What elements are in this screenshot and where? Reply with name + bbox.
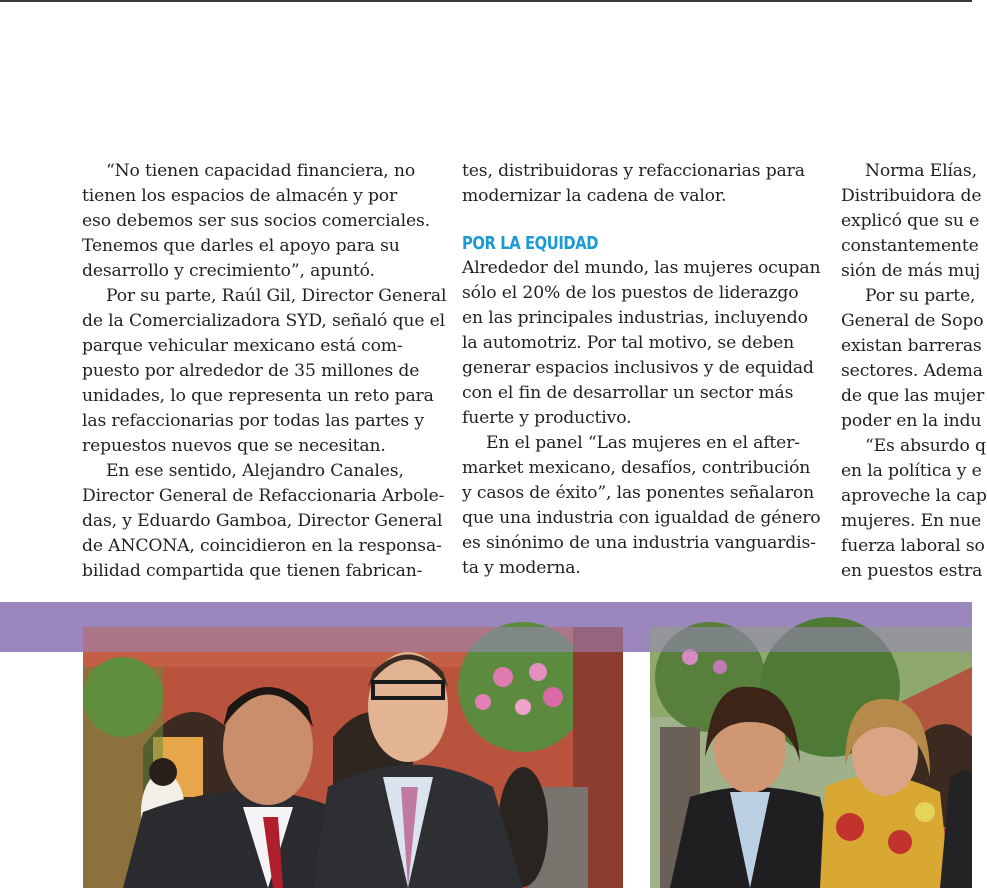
text-line: tes, distribuidoras y refaccionarias para xyxy=(462,161,805,181)
text-line: Por su parte, xyxy=(865,286,976,306)
text-line: Tenemos que darles el apoyo para su xyxy=(82,236,400,256)
text-line: explicó que su e xyxy=(841,211,980,231)
text-line: en las principales industrias, incluyendo xyxy=(462,308,808,328)
text-line: En ese sentido, Alejandro Canales, xyxy=(106,461,404,481)
text-line: ta y moderna. xyxy=(462,558,581,578)
text-line: las refaccionarias por todas las partes y xyxy=(82,411,424,431)
event-photo-two-men xyxy=(83,627,623,888)
article-column-2 xyxy=(462,159,822,581)
text-line: aproveche la cap xyxy=(841,486,987,506)
text-line: constantemente xyxy=(841,236,979,256)
text-line: das, y Eduardo Gamboa, Director General xyxy=(82,511,443,531)
text-line: Norma Elías, xyxy=(865,161,977,181)
text-line: puesto por alrededor de 35 millones de xyxy=(82,361,420,381)
text-line: parque vehicular mexicano está com- xyxy=(82,336,403,356)
text-line: Alrededor del mundo, las mujeres ocupan xyxy=(462,258,821,278)
text-line: existan barreras xyxy=(841,336,982,356)
text-line: fuerte y productivo. xyxy=(462,408,632,428)
text-line: que una industria con igualdad de género xyxy=(462,508,821,528)
text-line: es sinónimo de una industria vanguardis- xyxy=(462,533,816,553)
text-line: eso debemos ser sus socios comerciales. xyxy=(82,211,430,231)
article-column-3 xyxy=(841,159,987,584)
text-line: poder en la indu xyxy=(841,411,982,431)
text-line: sectores. Adema xyxy=(841,361,983,381)
band-overlay xyxy=(0,627,972,652)
text-line: la automotriz. Por tal motivo, se deben xyxy=(462,333,795,353)
article-column-1 xyxy=(82,159,447,584)
text-line: “No tienen capacidad financiera, no xyxy=(106,161,416,181)
section-subhead: POR LA EQUIDAD xyxy=(462,233,599,254)
text-line: En el panel “Las mujeres en el after- xyxy=(486,433,800,453)
text-line: y casos de éxito”, las ponentes señalaron xyxy=(462,483,815,503)
text-line: Distribuidora de xyxy=(841,186,982,206)
text-line: mujeres. En nue xyxy=(841,511,982,531)
text-line: General de Sopo xyxy=(841,311,984,331)
text-line: modernizar la cadena de valor. xyxy=(462,186,727,206)
text-line: unidades, lo que representa un reto para xyxy=(82,386,434,406)
text-line: de que las mujer xyxy=(841,386,985,406)
event-photo-two-women xyxy=(650,627,972,888)
text-line: sión de más muj xyxy=(841,261,981,281)
text-line: tienen los espacios de almacén y por xyxy=(82,186,398,206)
text-line: en la política y e xyxy=(841,461,982,481)
text-line: de la Comercializadora SYD, señaló que el xyxy=(82,311,446,331)
text-line: market mexicano, desafíos, contribución xyxy=(462,458,811,478)
top-rule xyxy=(0,0,972,2)
text-line: desarrollo y crecimiento”, apuntó. xyxy=(82,261,375,281)
text-line: de ANCONA, coincidieron en la responsa- xyxy=(82,536,442,556)
text-line: en puestos estra xyxy=(841,561,983,581)
text-line: repuestos nuevos que se necesitan. xyxy=(82,436,386,456)
text-line: bilidad compartida que tienen fabrican- xyxy=(82,561,423,581)
text-line: generar espacios inclusivos y de equidad xyxy=(462,358,814,378)
text-line: sólo el 20% de los puestos de liderazgo xyxy=(462,283,799,303)
text-line: “Es absurdo q xyxy=(865,436,986,456)
text-line: Por su parte, Raúl Gil, Director General xyxy=(106,286,447,306)
text-line: fuerza laboral so xyxy=(841,536,985,556)
text-line: Director General de Refaccionaria Arbole- xyxy=(82,486,445,506)
text-line: con el fin de desarrollar un sector más xyxy=(462,383,794,403)
